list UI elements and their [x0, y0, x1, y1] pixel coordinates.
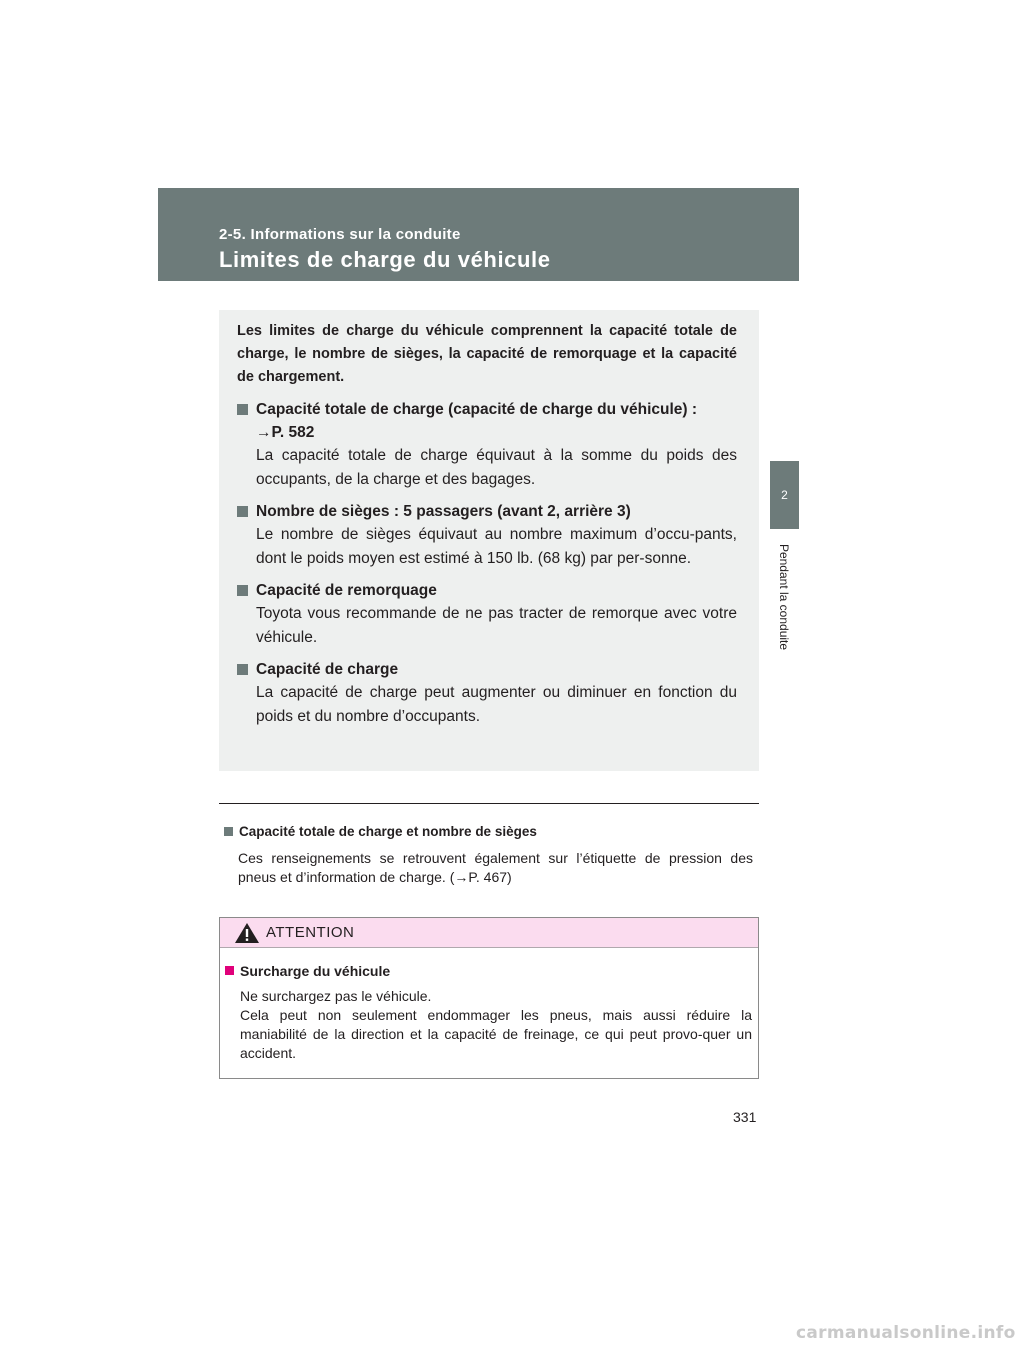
- warning-title: ATTENTION: [266, 924, 355, 941]
- square-bullet-icon: [224, 827, 233, 836]
- intro-box: [219, 310, 759, 771]
- page-title: Limites de charge du véhicule: [219, 247, 551, 272]
- list-item: [237, 398, 737, 492]
- warning-line: Ne surchargez pas le véhicule.: [240, 988, 432, 1004]
- item-heading: [237, 398, 737, 421]
- square-bullet-icon: [237, 585, 248, 596]
- item-body: La capacité totale de charge équivaut à la somme du poids des occupants, de la charge et des bagages.: [256, 447, 737, 488]
- warning-content: [220, 948, 758, 1063]
- note-body: Ces renseignements se retrouvent également sur l’étiquette de pression des pneus et d’information de charge. (→P. 467): [238, 850, 753, 885]
- info-note: [219, 823, 759, 887]
- warning-line: Cela peut non seulement endommager les pneus, mais aussi réduire la maniabilité de la direction et la capacité de freinage, ce qui peut provo-quer un accident.: [240, 1007, 752, 1061]
- chapter-tab-number: 2: [781, 488, 788, 502]
- warning-box: [219, 917, 759, 1079]
- item-heading: [237, 500, 737, 523]
- item-body: La capacité de charge peut augmenter ou diminuer en fonction du poids et du nombre d’occupants.: [256, 684, 737, 725]
- warning-heading-text: Surcharge du véhicule: [240, 963, 391, 979]
- item-heading: [237, 579, 737, 602]
- item-heading: [237, 658, 737, 681]
- item-heading-text: Capacité de remorquage: [256, 582, 437, 599]
- warning-header: [220, 918, 758, 948]
- chapter-tab-label: Pendant la conduite: [777, 543, 791, 651]
- warning-heading: [224, 962, 752, 980]
- section-divider: [219, 803, 759, 804]
- chapter-tab[interactable]: [770, 461, 799, 529]
- list-item: [237, 658, 737, 729]
- intro-text: Les limites de charge du véhicule comprennent la capacité totale de charge, le nombre de sièges, la capacité de remorquage et la capacité de chargement.: [237, 323, 737, 385]
- warning-body: [224, 987, 752, 1063]
- square-bullet-icon: [237, 404, 248, 415]
- note-heading: [219, 823, 759, 841]
- page-reference-link[interactable]: →P. 582: [256, 424, 315, 441]
- item-body: Toyota vous recommande de ne pas tracter de remorque avec votre véhicule.: [256, 605, 737, 646]
- watermark-logo: carmanualsonline.info: [796, 1323, 1016, 1343]
- section-label: 2-5. Informations sur la conduite: [219, 226, 461, 243]
- square-bullet-icon: [237, 506, 248, 517]
- item-heading-text: Nombre de sièges : 5 passagers (avant 2, arrière 3): [256, 503, 631, 520]
- list-item: [237, 579, 737, 650]
- square-bullet-icon: [237, 664, 248, 675]
- note-heading-text: Capacité totale de charge et nombre de sièges: [239, 824, 537, 839]
- item-heading-text: Capacité de charge: [256, 661, 399, 678]
- square-bullet-icon: [225, 966, 234, 975]
- warning-triangle-icon: [234, 922, 260, 944]
- list-item: [237, 500, 737, 571]
- item-heading-text: Capacité totale de charge (capacité de charge du véhicule) :: [256, 401, 698, 418]
- item-body: Le nombre de sièges équivaut au nombre maximum d’occu-pants, dont le poids moyen est estimé à 150 lb. (68 kg) par per-sonne.: [256, 526, 737, 567]
- page-number: 331: [733, 1109, 757, 1125]
